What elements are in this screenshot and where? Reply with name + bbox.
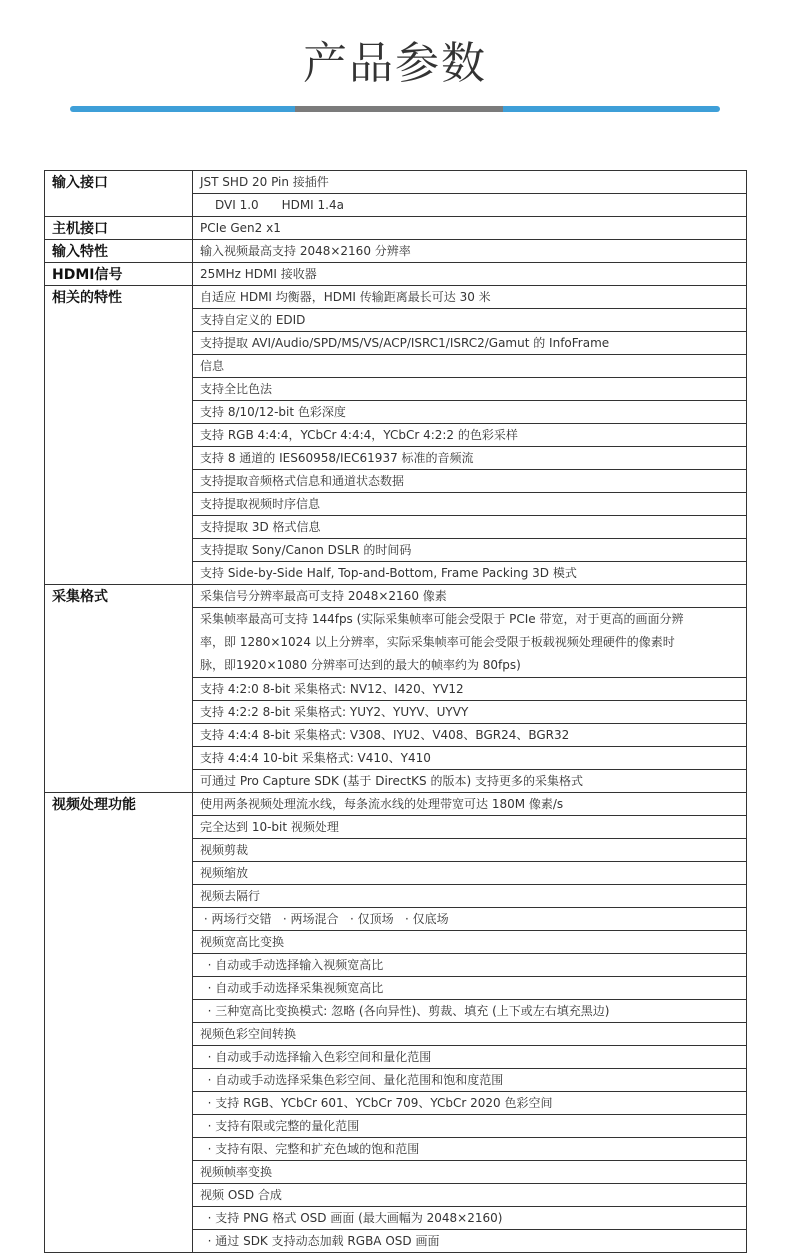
spec-category-cell [45,263,193,286]
spec-value: 支持提取 AVI/Audio/SPD/MS/VS/ACP/ISRC1/ISRC2/Gamut 的 InfoFrame [193,332,747,355]
spec-row [45,240,747,263]
spec-category-cell [45,793,193,1253]
spec-value: · 三种宽高比变换模式: 忽略 (各向异性)、剪裁、填充 (上下或左右填充黑边) [193,1000,747,1023]
spec-value: 支持 RGB 4:4:4，YCbCr 4:4:4，YCbCr 4:2:2 的色彩采样 [193,424,747,447]
spec-value: 视频色彩空间转换 [193,1023,747,1046]
spec-value: 支持 4:2:2 8-bit 采集格式: YUY2、YUYV、UYVY [193,701,747,724]
spec-value-line: 采集帧率最高可支持 144fps (实际采集帧率可能会受限于 PCIe 带宽，对于更高的画面分辨 [200,612,684,626]
spec-row [45,171,747,194]
spec-row [45,217,747,240]
spec-value: 采集信号分辨率最高可支持 2048×2160 像素 [193,585,747,608]
spec-table [44,170,747,1253]
spec-value: 视频去隔行 [193,885,747,908]
spec-value: 支持提取音频格式信息和通道状态数据 [193,470,747,493]
spec-category-cell [45,286,193,585]
spec-category-cell [45,240,193,263]
spec-value: 25MHz HDMI 接收器 [193,263,747,286]
spec-value: · 自动或手动选择采集视频宽高比 [193,977,747,1000]
spec-category-cell [45,585,193,793]
spec-row [45,286,747,309]
spec-value: · 支持有限、完整和扩充色域的饱和范围 [193,1138,747,1161]
spec-value: DVI 1.0 HDMI 1.4a [193,194,747,217]
spec-table-body [45,171,747,1253]
spec-value: 支持提取 Sony/Canon DSLR 的时间码 [193,539,747,562]
spec-value: 支持自定义的 EDID [193,309,747,332]
spec-value: 输入视频最高支持 2048×2160 分辨率 [193,240,747,263]
spec-value: 自适应 HDMI 均衡器，HDMI 传输距离最长可达 30 米 [193,286,747,309]
spec-value: 支持 Side-by-Side Half, Top-and-Bottom, Frame Packing 3D 模式 [193,562,747,585]
spec-value: 支持提取 3D 格式信息 [193,516,747,539]
spec-value-line: 脉，即1920×1080 分辨率可达到的最大的帧率约为 80fps) [200,658,521,672]
spec-value: 视频缩放 [193,862,747,885]
spec-category-label: 输入特性 [52,244,108,260]
spec-value: 支持 4:4:4 10-bit 采集格式: V410、Y410 [193,747,747,770]
spec-value: · 通过 SDK 支持动态加载 RGBA OSD 画面 [193,1230,747,1253]
spec-value: · 两场行交错 · 两场混合 · 仅顶场 · 仅底场 [193,908,747,931]
spec-value: 支持 8 通道的 IES60958/IEC61937 标准的音频流 [193,447,747,470]
spec-category-label: HDMI信号 [52,267,123,283]
spec-value: 视频 OSD 合成 [193,1184,747,1207]
spec-value: · 自动或手动选择输入视频宽高比 [193,954,747,977]
spec-value: · 支持 RGB、YCbCr 601、YCbCr 709、YCbCr 2020 色彩空间 [193,1092,747,1115]
spec-row [45,793,747,816]
spec-value: · 自动或手动选择输入色彩空间和量化范围 [193,1046,747,1069]
title-underline-right [503,106,720,112]
spec-value: · 支持有限或完整的量化范围 [193,1115,747,1138]
spec-row [45,585,747,608]
spec-value: · 支持 PNG 格式 OSD 画面 (最大画幅为 2048×2160) [193,1207,747,1230]
spec-value: 支持全比色法 [193,378,747,401]
spec-category-cell [45,217,193,240]
spec-value: 可通过 Pro Capture SDK (基于 DirectKS 的版本) 支持更多的采集格式 [193,770,747,793]
spec-row [45,263,747,286]
spec-value: 视频帧率变换 [193,1161,747,1184]
title-underline [70,106,720,112]
spec-category-label: 相关的特性 [52,290,122,306]
spec-value: JST SHD 20 Pin 接插件 [193,171,747,194]
spec-value: PCIe Gen2 x1 [193,217,747,240]
spec-value: 支持 4:2:0 8-bit 采集格式: NV12、I420、YV12 [193,678,747,701]
spec-value: 视频剪裁 [193,839,747,862]
spec-value-line: 率，即 1280×1024 以上分辨率，实际采集帧率可能会受限于板载视频处理硬件的像素时 [200,635,675,649]
spec-value: 支持提取视频时序信息 [193,493,747,516]
spec-category-label: 主机接口 [52,221,108,237]
title-underline-middle [295,106,503,112]
page-title: 产品参数 [303,38,487,89]
spec-value: · 自动或手动选择采集色彩空间、量化范围和饱和度范围 [193,1069,747,1092]
spec-category-label: 输入接口 [52,175,108,191]
spec-value: 完全达到 10-bit 视频处理 [193,816,747,839]
spec-category-label: 采集格式 [52,589,108,605]
spec-value [193,608,747,678]
spec-value: 视频宽高比变换 [193,931,747,954]
spec-value: 支持 8/10/12-bit 色彩深度 [193,401,747,424]
spec-value: 使用两条视频处理流水线，每条流水线的处理带宽可达 180M 像素/s [193,793,747,816]
spec-category-cell [45,171,193,217]
spec-category-label: 视频处理功能 [52,797,136,813]
spec-value: 信息 [193,355,747,378]
spec-value: 支持 4:4:4 8-bit 采集格式: V308、IYU2、V408、BGR24、BGR32 [193,724,747,747]
title-underline-left [70,106,295,112]
